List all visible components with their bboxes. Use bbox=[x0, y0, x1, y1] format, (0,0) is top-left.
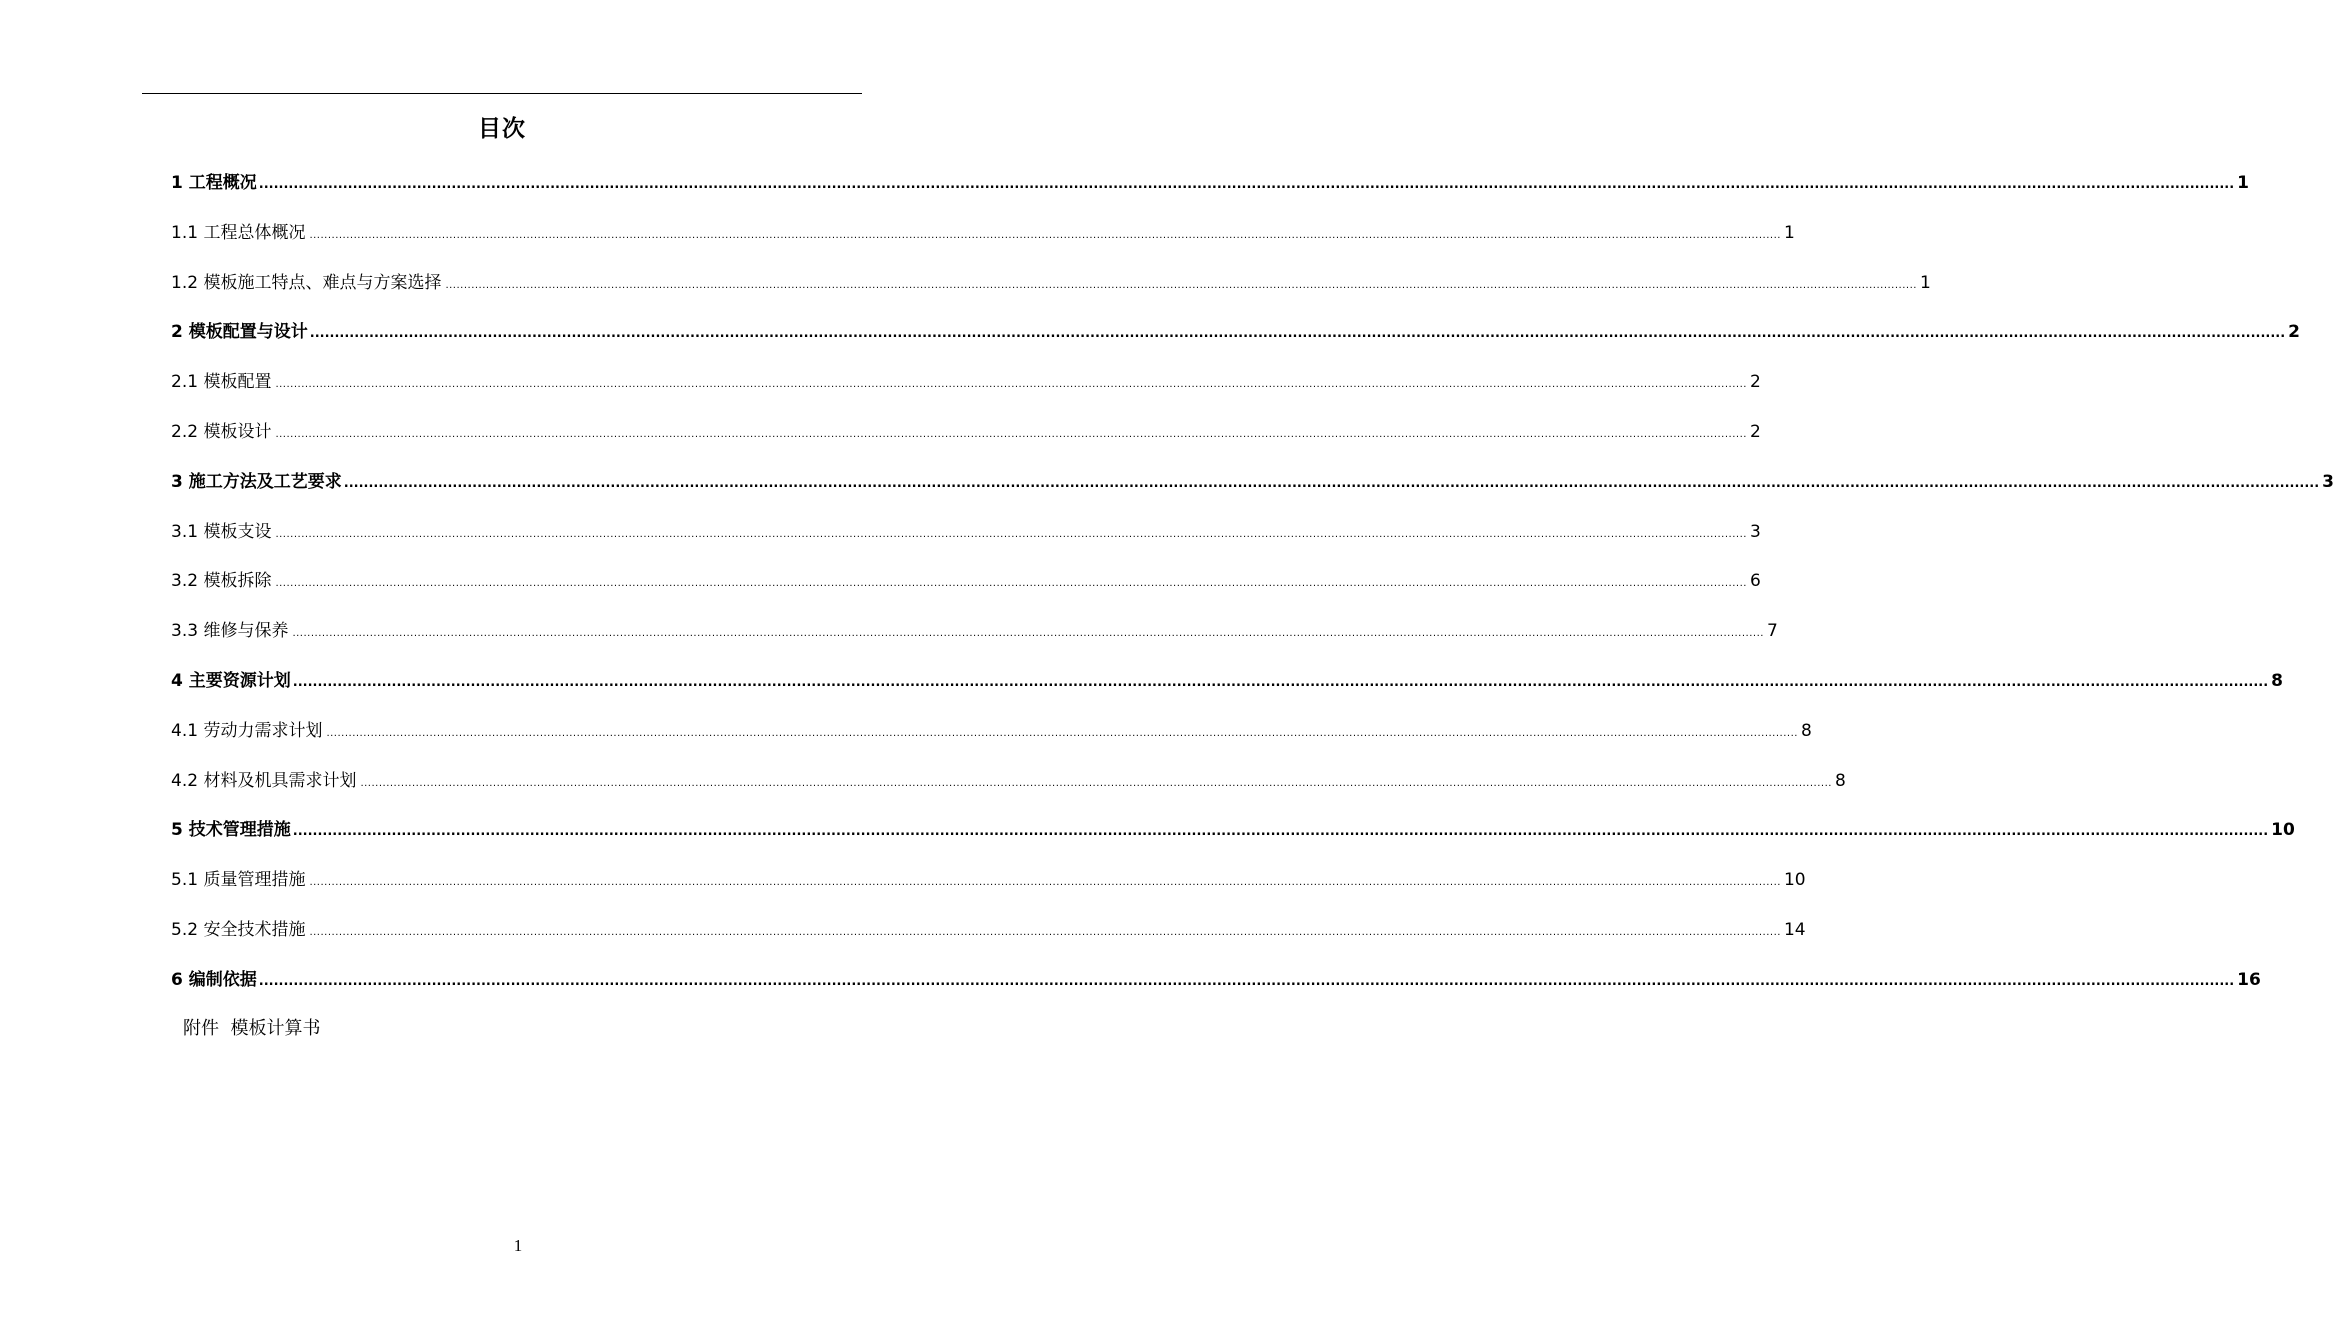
toc-entry-label: 5.2 安全技术措施 bbox=[171, 919, 306, 940]
toc-entry[interactable] bbox=[171, 963, 2261, 1013]
toc-entry[interactable] bbox=[171, 166, 2249, 216]
toc-entry-label: 4.1 劳动力需求计划 bbox=[171, 720, 323, 741]
dot-leader: ................................................................................................................................................................................................................................................................................................................................................................................................................ bbox=[275, 379, 1747, 391]
dot-leader: ................................................................................................................................................................................................................................................................................................................................................................................................................ bbox=[258, 973, 2235, 989]
toc-entry-page: 10 bbox=[1783, 870, 1806, 891]
toc-entry[interactable] bbox=[171, 764, 1846, 814]
toc-entry[interactable] bbox=[171, 216, 1795, 266]
dot-leader: ................................................................................................................................................................................................................................................................................................................................................................................................................ bbox=[309, 326, 2286, 342]
toc-list bbox=[171, 166, 2334, 1013]
toc-entry-page: 8 bbox=[1834, 770, 1846, 791]
dot-leader: ................................................................................................................................................................................................................................................................................................................................................................................................................ bbox=[309, 877, 1781, 889]
toc-entry-page: 3 bbox=[1749, 521, 1761, 542]
toc-entry[interactable] bbox=[171, 365, 1761, 415]
toc-entry-page: 8 bbox=[2271, 670, 2283, 691]
toc-entry[interactable] bbox=[171, 315, 2300, 365]
toc-entry-label: 2.1 模板配置 bbox=[171, 372, 272, 393]
toc-entry[interactable] bbox=[171, 664, 2283, 714]
header-rule bbox=[142, 93, 862, 94]
toc-entry-label: 2.2 模板设计 bbox=[171, 421, 272, 442]
toc-entry-label: 3.2 模板拆除 bbox=[171, 571, 272, 592]
toc-entry-label: 3.3 维修与保养 bbox=[171, 621, 289, 642]
toc-entry-label: 4.2 材料及机具需求计划 bbox=[171, 770, 357, 791]
toc-entry-label: 6 编制依据 bbox=[171, 969, 257, 990]
dot-leader: ................................................................................................................................................................................................................................................................................................................................................................................................................ bbox=[292, 824, 2269, 840]
dot-leader: ................................................................................................................................................................................................................................................................................................................................................................................................................ bbox=[309, 229, 1781, 241]
toc-entry[interactable] bbox=[171, 714, 1812, 764]
toc-entry-page: 1 bbox=[2237, 173, 2249, 193]
page-number: 1 bbox=[513, 1236, 523, 1255]
toc-entry[interactable] bbox=[171, 564, 1761, 614]
toc-entry-label: 1 工程概况 bbox=[171, 173, 257, 193]
toc-entry-label: 1.1 工程总体概况 bbox=[171, 222, 306, 243]
toc-entry[interactable] bbox=[171, 913, 1806, 963]
toc-entry-page: 14 bbox=[1783, 919, 1806, 940]
dot-leader: ................................................................................................................................................................................................................................................................................................................................................................................................................ bbox=[309, 926, 1781, 938]
toc-entry[interactable] bbox=[171, 614, 1778, 664]
dot-leader: ................................................................................................................................................................................................................................................................................................................................................................................................................ bbox=[343, 475, 2320, 491]
toc-entry-page: 6 bbox=[1749, 571, 1761, 592]
toc-entry-label: 4 主要资源计划 bbox=[171, 670, 291, 691]
toc-title: 目次 bbox=[478, 116, 526, 142]
toc-entry-label: 1.2 模板施工特点、难点与方案选择 bbox=[171, 272, 442, 293]
toc-entry-page: 7 bbox=[1766, 621, 1778, 642]
dot-leader: ................................................................................................................................................................................................................................................................................................................................................................................................................ bbox=[275, 528, 1747, 540]
toc-entry[interactable] bbox=[171, 415, 1761, 465]
toc-entry-page: 1 bbox=[1919, 272, 1931, 293]
toc-entry-label: 5.1 质量管理措施 bbox=[171, 870, 306, 891]
toc-entry[interactable] bbox=[171, 863, 1806, 913]
toc-entry-label: 2 模板配置与设计 bbox=[171, 322, 308, 343]
dot-leader: ................................................................................................................................................................................................................................................................................................................................................................................................................ bbox=[275, 428, 1747, 440]
toc-appendix[interactable]: 附件 模板计算书 bbox=[183, 1018, 321, 1039]
toc-entry-page: 2 bbox=[2288, 322, 2300, 343]
toc-entry-page: 2 bbox=[1749, 372, 1761, 393]
toc-entry-page: 3 bbox=[2322, 471, 2334, 492]
dot-leader: ................................................................................................................................................................................................................................................................................................................................................................................................................ bbox=[258, 177, 2235, 192]
dot-leader: ................................................................................................................................................................................................................................................................................................................................................................................................................ bbox=[445, 279, 1917, 291]
toc-entry[interactable] bbox=[171, 266, 1931, 316]
toc-entry[interactable] bbox=[171, 515, 1761, 565]
toc-entry[interactable] bbox=[171, 465, 2334, 515]
dot-leader: ................................................................................................................................................................................................................................................................................................................................................................................................................ bbox=[360, 777, 1832, 789]
toc-entry-page: 10 bbox=[2271, 820, 2295, 841]
dot-leader: ................................................................................................................................................................................................................................................................................................................................................................................................................ bbox=[292, 628, 1764, 640]
toc-entry-label: 3 施工方法及工艺要求 bbox=[171, 471, 342, 492]
toc-entry-page: 1 bbox=[1783, 222, 1795, 243]
dot-leader: ................................................................................................................................................................................................................................................................................................................................................................................................................ bbox=[275, 578, 1747, 590]
toc-entry-page: 2 bbox=[1749, 421, 1761, 442]
dot-leader: ................................................................................................................................................................................................................................................................................................................................................................................................................ bbox=[292, 674, 2269, 690]
toc-entry[interactable] bbox=[171, 813, 2295, 863]
toc-entry-label: 3.1 模板支设 bbox=[171, 521, 272, 542]
dot-leader: ................................................................................................................................................................................................................................................................................................................................................................................................................ bbox=[326, 727, 1798, 739]
toc-entry-label: 5 技术管理措施 bbox=[171, 820, 291, 841]
toc-entry-page: 8 bbox=[1800, 720, 1812, 741]
toc-entry-page: 16 bbox=[2237, 969, 2261, 990]
